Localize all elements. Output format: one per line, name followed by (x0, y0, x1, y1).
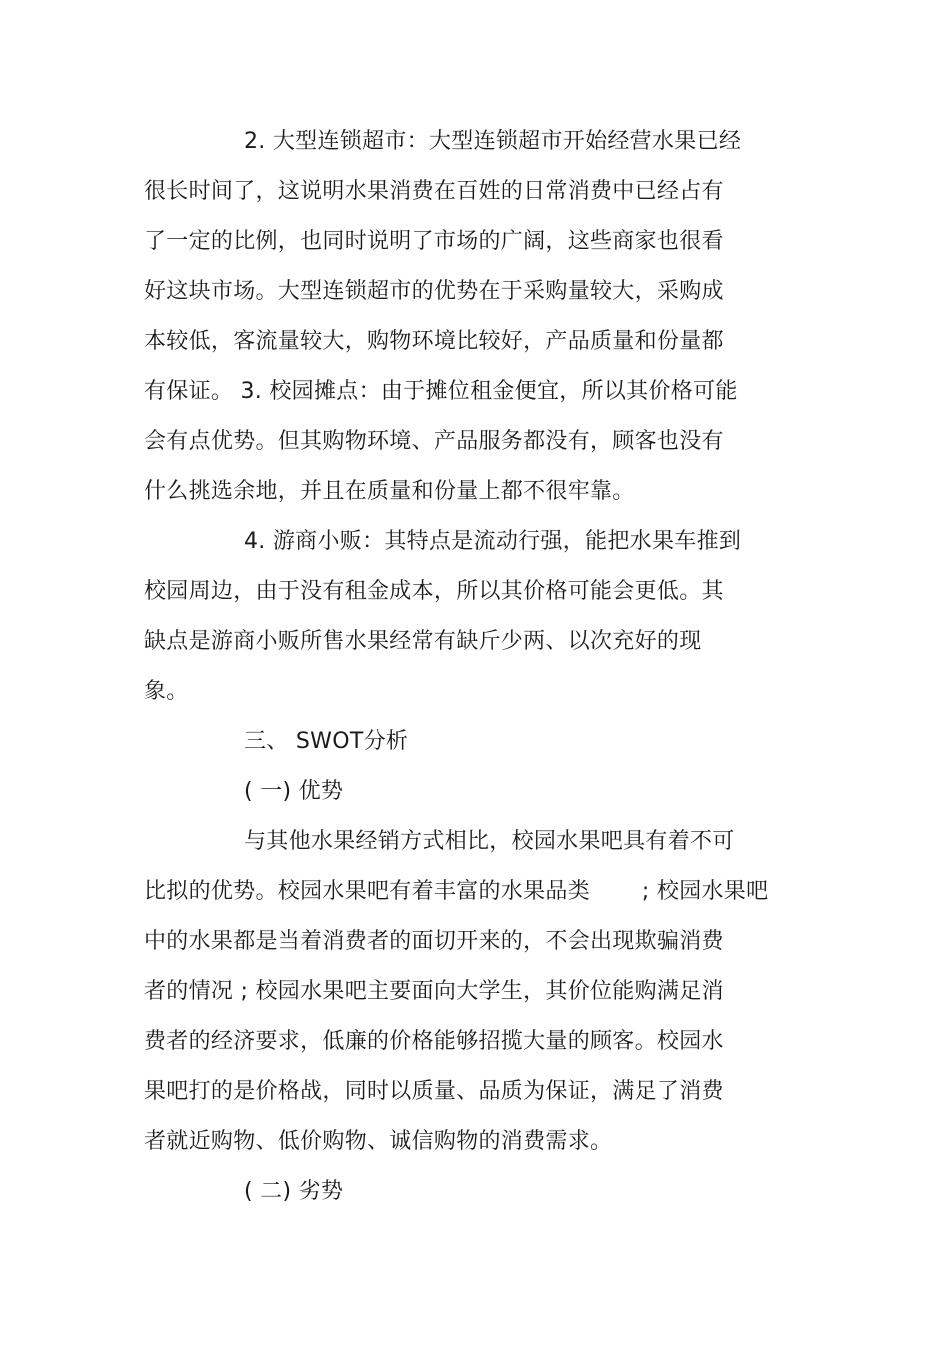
subsection-heading: ( 二) 劣势 (244, 1179, 344, 1204)
paragraph-line: 本较低，客流量较大，购物环境比较好，产品质量和份量都 (144, 329, 724, 354)
paragraph-line: 缺点是游商小贩所售水果经常有缺斤少两、以次充好的现 (144, 629, 702, 654)
paragraph-line: 与其他水果经销方式相比，校园水果吧具有着不可 (244, 829, 735, 854)
subsection-heading: ( 一) 优势 (244, 779, 344, 804)
paragraph-line: 会有点优势。但其购物环境、产品服务都没有，顾客也没有 (144, 429, 724, 454)
section-heading: 三、 SWOT分析 (244, 729, 409, 754)
paragraph-line: 象。 (144, 679, 189, 704)
paragraph-line: 什么挑选余地，并且在质量和份量上都不很牢靠。 (144, 479, 635, 504)
paragraph-line: 好这块市场。大型连锁超市的优势在于采购量较大，采购成 (144, 279, 724, 304)
paragraph-line: 校园周边，由于没有租金成本，所以其价格可能会更低。其 (144, 579, 724, 604)
paragraph-line: 者的情况 ; 校园水果吧主要面向大学生，其价位能购满足消 (144, 979, 724, 1004)
paragraph-line: 费者的经济要求，低廉的价格能够招揽大量的顾客。校园水 (144, 1029, 724, 1054)
paragraph-line: 2. 大型连锁超市：大型连锁超市开始经营水果已经 (244, 129, 742, 154)
paragraph-line: 4. 游商小贩：其特点是流动行强，能把水果车推到 (244, 529, 742, 554)
paragraph-line: 比拟的优势。校园水果吧有着丰富的水果品类 ; 校园水果吧 (144, 879, 769, 904)
paragraph-line: 很长时间了，这说明水果消费在百姓的日常消费中已经占有 (144, 179, 724, 204)
paragraph-line: 中的水果都是当着消费者的面切开来的，不会出现欺骗消费 (144, 929, 724, 954)
paragraph-line: 有保证。 3. 校园摊点：由于摊位租金便宜，所以其价格可能 (144, 379, 738, 404)
paragraph-line: 了一定的比例，也同时说明了市场的广阔，这些商家也很看 (144, 229, 724, 254)
paragraph-line: 者就近购物、低价购物、诚信购物的消费需求。 (144, 1129, 613, 1154)
paragraph-line: 果吧打的是价格战，同时以质量、品质为保证，满足了消费 (144, 1079, 724, 1104)
